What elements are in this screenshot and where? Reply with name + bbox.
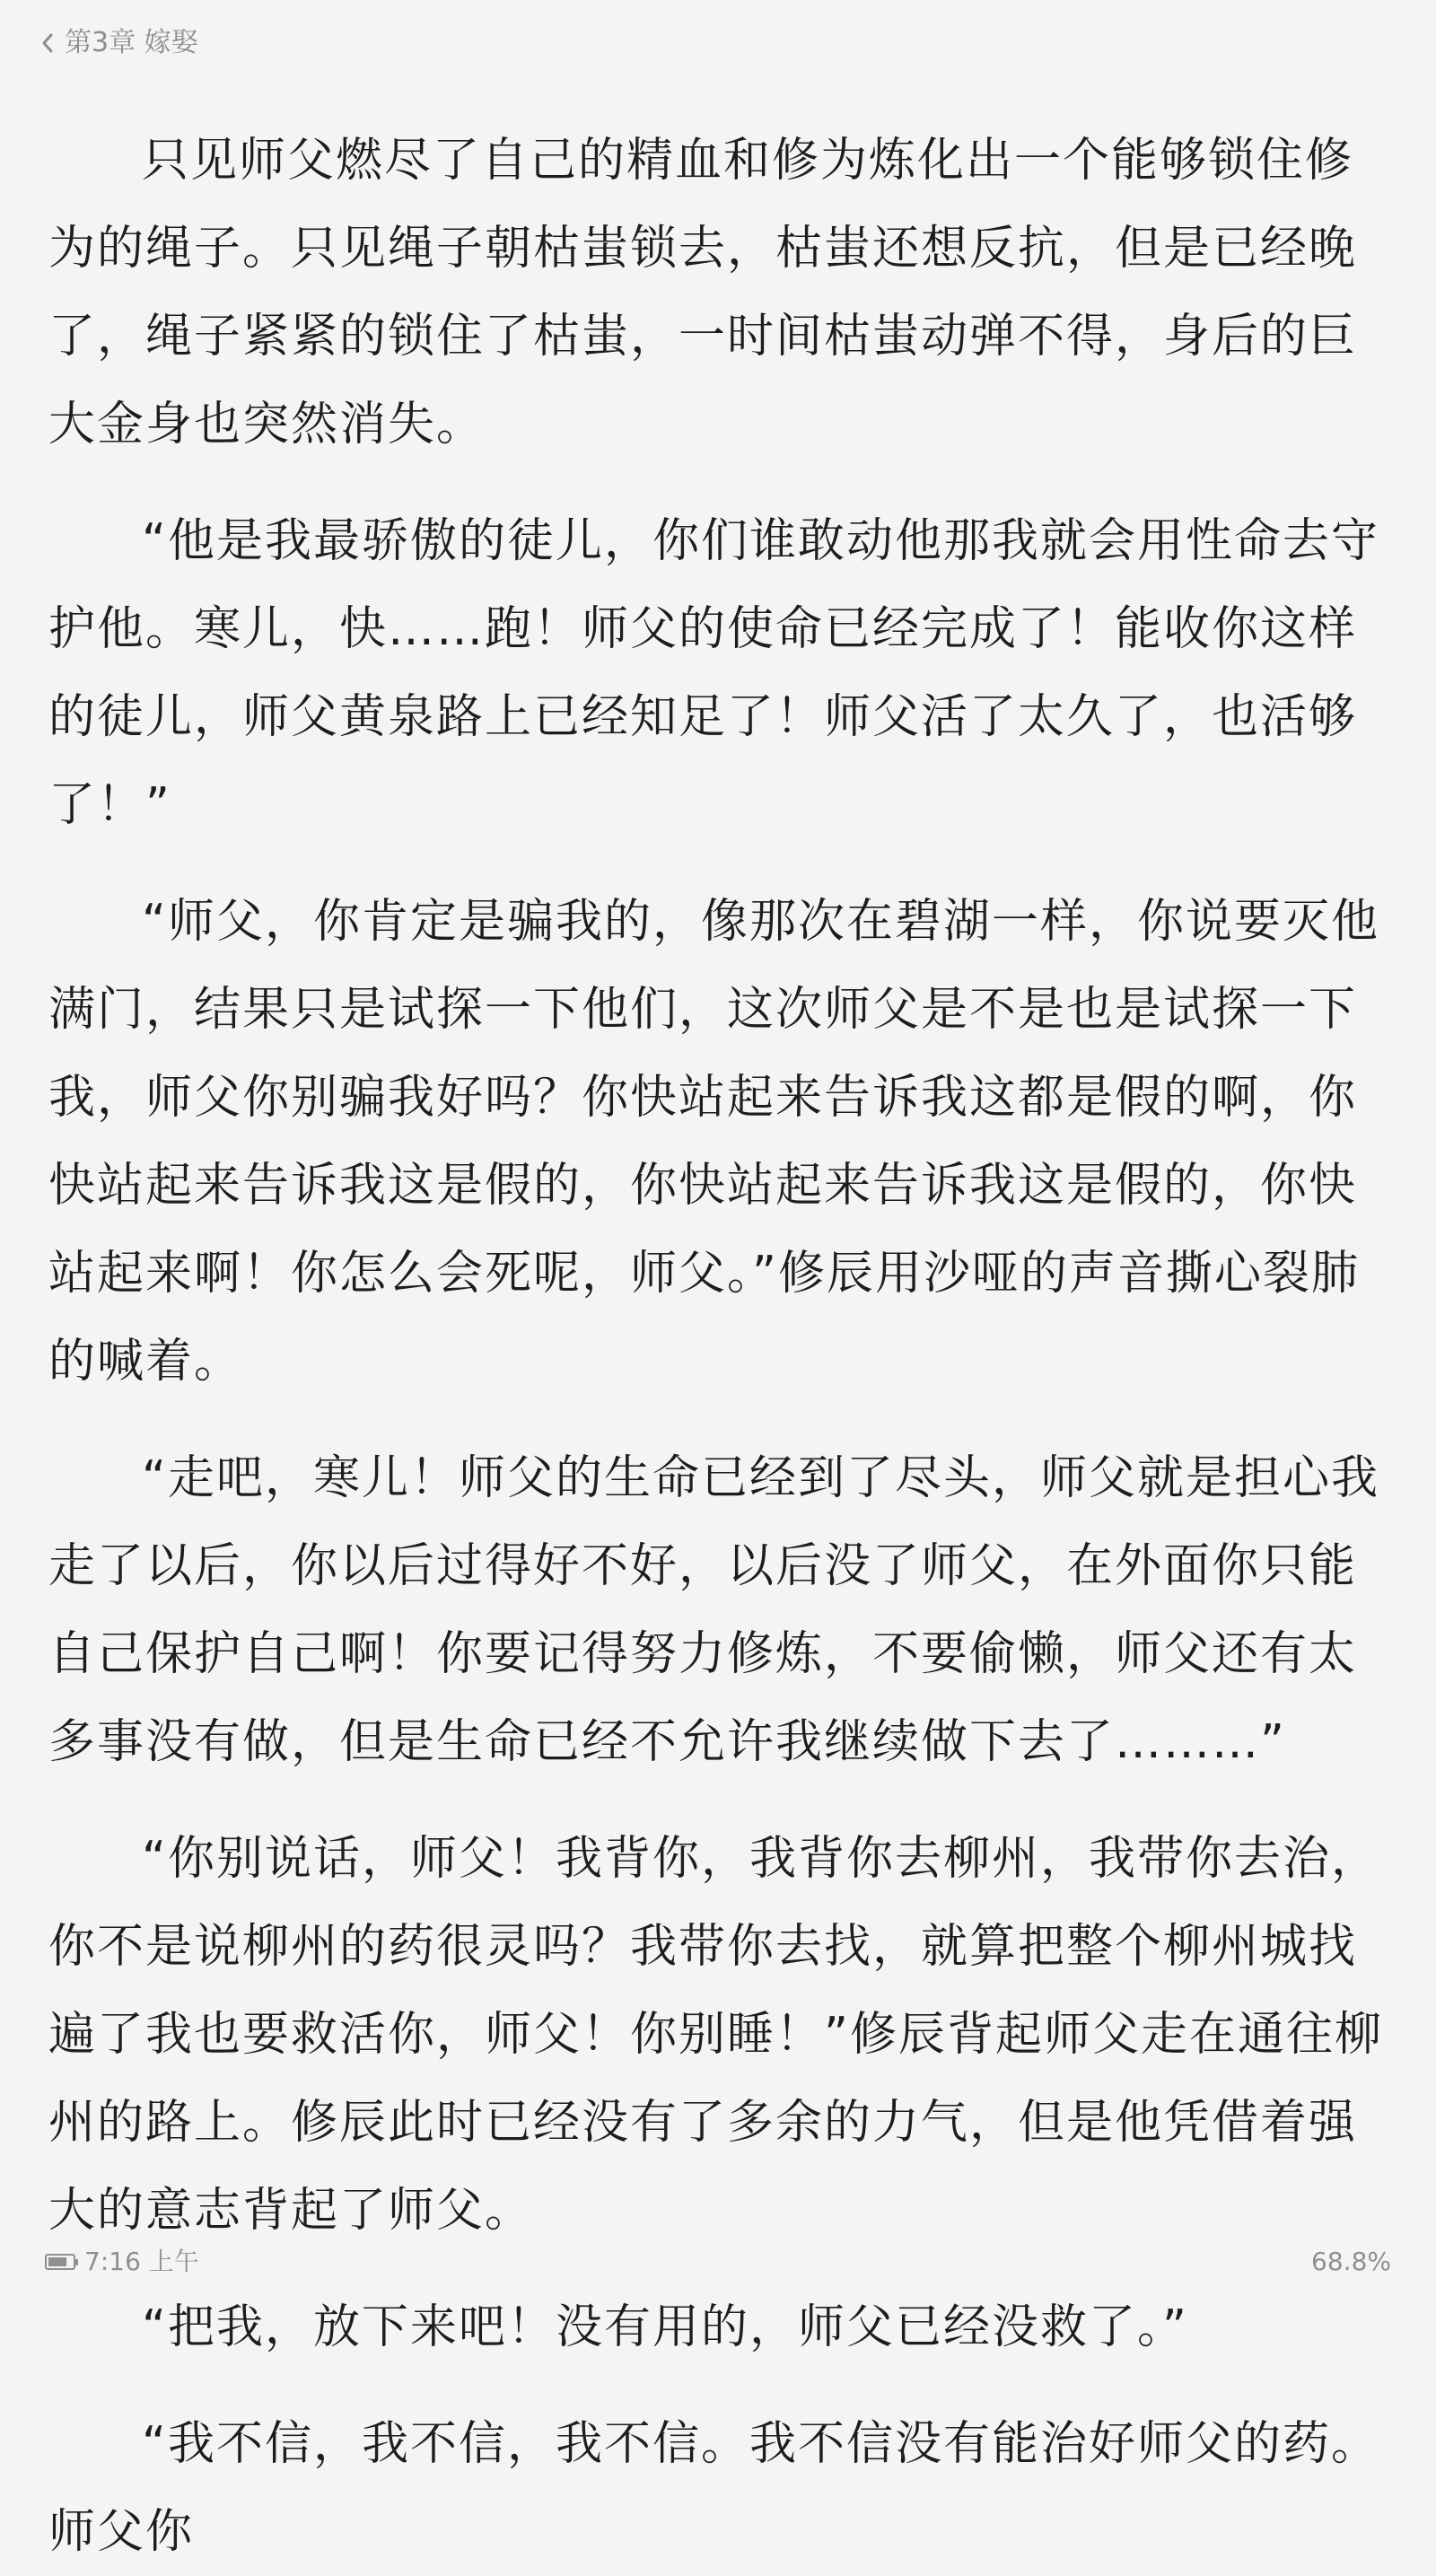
paragraph-2: “他是我最骄傲的徒儿，你们谁敢动他那我就会用性命去守护他。寒儿，快……跑！师父的使命已经完成了！能收你这样的徒儿，师父黄泉路上已经知足了！师父活了太久了，也活够了！” xyxy=(48,514,1379,832)
chevron-left-icon[interactable] xyxy=(39,32,56,54)
paragraph-3: “师父，你肯定是骗我的，像那次在碧湖一样，你说要灭他满门，结果只是试探一下他们，这次师父是不是也是试探一下我，师父你别骗我好吗？你快站起来告诉我这都是假的啊，你快站起来告诉我这是假的，你快站起来告诉我这是假的，你快站起来啊！你怎么会死呢，师父。”修辰用沙哑的声音撕心裂肺的喊着。 xyxy=(48,895,1379,1389)
reading-progress: 68.8% xyxy=(1311,2247,1391,2276)
paragraph-1: 只见师父燃尽了自己的精血和修为炼化出一个能够锁住修为的绳子。只见绳子朝枯蚩锁去，枯蚩还想反抗，但是已经晚了，绳子紧紧的锁住了枯蚩，一时间枯蚩动弹不得，身后的巨大金身也突然消失。 xyxy=(48,134,1358,451)
paragraph-4: “走吧，寒儿！师父的生命已经到了尽头，师父就是担心我走了以后，你以后过得好不好，以后没了师父，在外面你只能自己保护自己啊！你要记得努力修炼，不要偷懒，师父还有太多事没有做，但是生命已经不允许我继续做下去了………” xyxy=(48,1451,1379,1769)
status-time: 7:16 上午 xyxy=(84,2247,199,2276)
paragraph-7: “我不信，我不信，我不信。我不信没有能治好师父的药。师父你 xyxy=(48,2417,1379,2559)
chapter-title: 第3章 嫁娶 xyxy=(65,27,198,58)
chapter-header[interactable] xyxy=(39,25,198,61)
paragraph-6: “把我，放下来吧！没有用的，师父已经没救了。” xyxy=(142,2300,1188,2354)
status-left xyxy=(45,2244,199,2280)
status-bar xyxy=(45,2244,1391,2280)
battery-icon xyxy=(45,2254,75,2270)
paragraph-5: “你别说话，师父！我背你，我背你去柳州，我带你去治，你不是说柳州的药很灵吗？我带你去找，就算把整个柳州城找遍了我也要救活你，师父！你别睡！”修辰背起师父走在通往柳州的路上。修辰此时已经没有了多余的力气，但是他凭借着强大的意志背起了师父。 xyxy=(48,1832,1383,2238)
battery-level xyxy=(48,2257,66,2266)
